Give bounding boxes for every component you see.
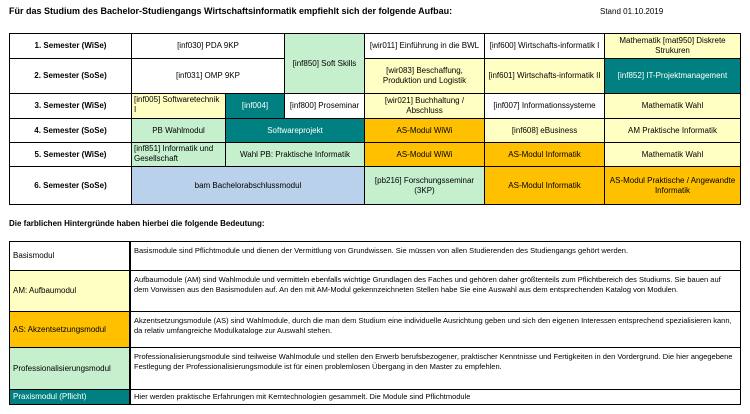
semester-label: 5. Semester (WiSe) [9,142,132,167]
semester-label: 1. Semester (WiSe) [9,33,132,59]
module-as-informatik: AS-Modul Informatik [484,166,605,205]
module-math-wahl: Mathematik Wahl [604,93,741,119]
module-inf007: [inf007] Informationssysteme [484,93,605,119]
module-wir021: [wir021] Buchhaltung / Abschluss [364,93,485,119]
legend-label-professional: Professionalisierungsmodul [9,347,130,390]
legend-label-praxis: Praxismodul (Pflicht) [9,389,130,405]
module-inf004-code: [inf004] [225,93,285,119]
legend-text-aufbau: Aufbaumodule (AM) sind Wahlmodule und vermitteln ebenfalls wichtige Grundlagen des Faches und gehören daher größtenteils zum Pflichtbereich des Studiums. Sie bauen auf dem Vorwissen aus den Basismodulen auf. An den mit AM-Modul gekennzeichneten Stellen habe Sie eine Auswahl aus dem entsprechenden Katalog von Modulen. [130,270,741,312]
legend-label-basis: Basismodul [9,241,130,271]
module-pb-wahlmodul: PB Wahlmodul [131,118,226,143]
module-as-praktische: AS-Modul Praktische / Angewandte Informatik [604,166,741,205]
legend-text-professional: Professionalisierungsmodule sind teilweise Wahlmodule und stellen den Erwerb berufsbezogener, praktischer Kenntnisse und Fertigkeiten in den Vordergrund. Die hier angegebene Festlegung der Professionalisierungsmodule ist für einen problemlosen Übergang in den Master zu empfehlen. [130,347,741,390]
module-wahl-pb: Wahl PB: Praktische Informatik [225,142,365,167]
semester-label: 6. Semester (SoSe) [9,166,132,205]
module-inf608: [inf608] eBusiness [484,118,605,143]
semester-label: 2. Semester (SoSe) [9,58,132,94]
legend-text-praxis: Hier werden praktische Erfahrungen mit Kerntechnologien gesammelt. Die Module sind Pflichtmodule [130,389,741,405]
module-inf030: [inf030] PDA 9KP [131,33,285,59]
module-inf601: [inf601] Wirtschafts-informatik II [484,58,605,94]
module-inf004-softwareprojekt: Softwareprojekt [225,118,365,143]
module-math-wahl: Mathematik Wahl [604,142,741,167]
module-inf852: [inf852] IT-Projektmanagement [604,58,741,94]
module-inf851: [inf851] Informatik und Gesellschaft [131,142,226,167]
legend-text-basis: Basismodule sind Pflichtmodule und dienen der Vermittlung von Grundwissen. Sie müssen von allen Studierenden des Studiengangs gehört werden. [130,241,741,271]
module-inf031: [inf031] OMP 9KP [131,58,285,94]
module-mat950: Mathematik [mat950] Diskrete Strukuren [604,33,741,59]
legend-text-akzent: Akzentsetzungsmodule (AS) sind Wahlmodule, durch die man dem Studium eine individuelle Ausrichtung geben und sich den eigenen Interessen entsprechend spezialisieren kann, da relativ umfangreiche Modulkataloge zur Auswahl stehen. [130,311,741,348]
module-as-wiwi: AS-Modul WiWi [364,118,485,143]
module-wir011: [wir011] Einführung in die BWL [364,33,485,59]
module-inf600: [inf600] Wirtschafts-informatik I [484,33,605,59]
module-as-informatik: AS-Modul Informatik [484,142,605,167]
module-pb216: [pb216] Forschungsseminar (3KP) [364,166,485,205]
legend-label-aufbau: AM: Aufbaumodul [9,270,130,312]
module-as-wiwi: AS-Modul WiWi [364,142,485,167]
semester-label: 4. Semester (SoSe) [9,118,132,143]
legend-label-akzent: AS: Akzentsetzungsmodul [9,311,130,348]
semester-label: 3. Semester (WiSe) [9,93,132,119]
stand-date: Stand 01.10.2019 [600,7,664,16]
module-am-praktische: AM Praktische Informatik [604,118,741,143]
module-inf850: [inf850] Soft Skills [284,33,365,94]
module-bam: bam Bachelorabschlussmodul [131,166,365,205]
module-inf800: [inf800] Proseminar [284,93,365,119]
module-inf005: [inf005] Softwaretechnik I [131,93,226,119]
legend-subtitle: Die farblichen Hintergründe haben hierbei die folgende Bedeutung: [9,219,265,228]
page-title: Für das Studium des Bachelor-Studiengangs Wirtschaftsinformatik empfiehlt sich der folgende Aufbau: [9,6,453,16]
module-wir083: [wir083] Beschaffung, Produktion und Logistik [364,58,485,94]
